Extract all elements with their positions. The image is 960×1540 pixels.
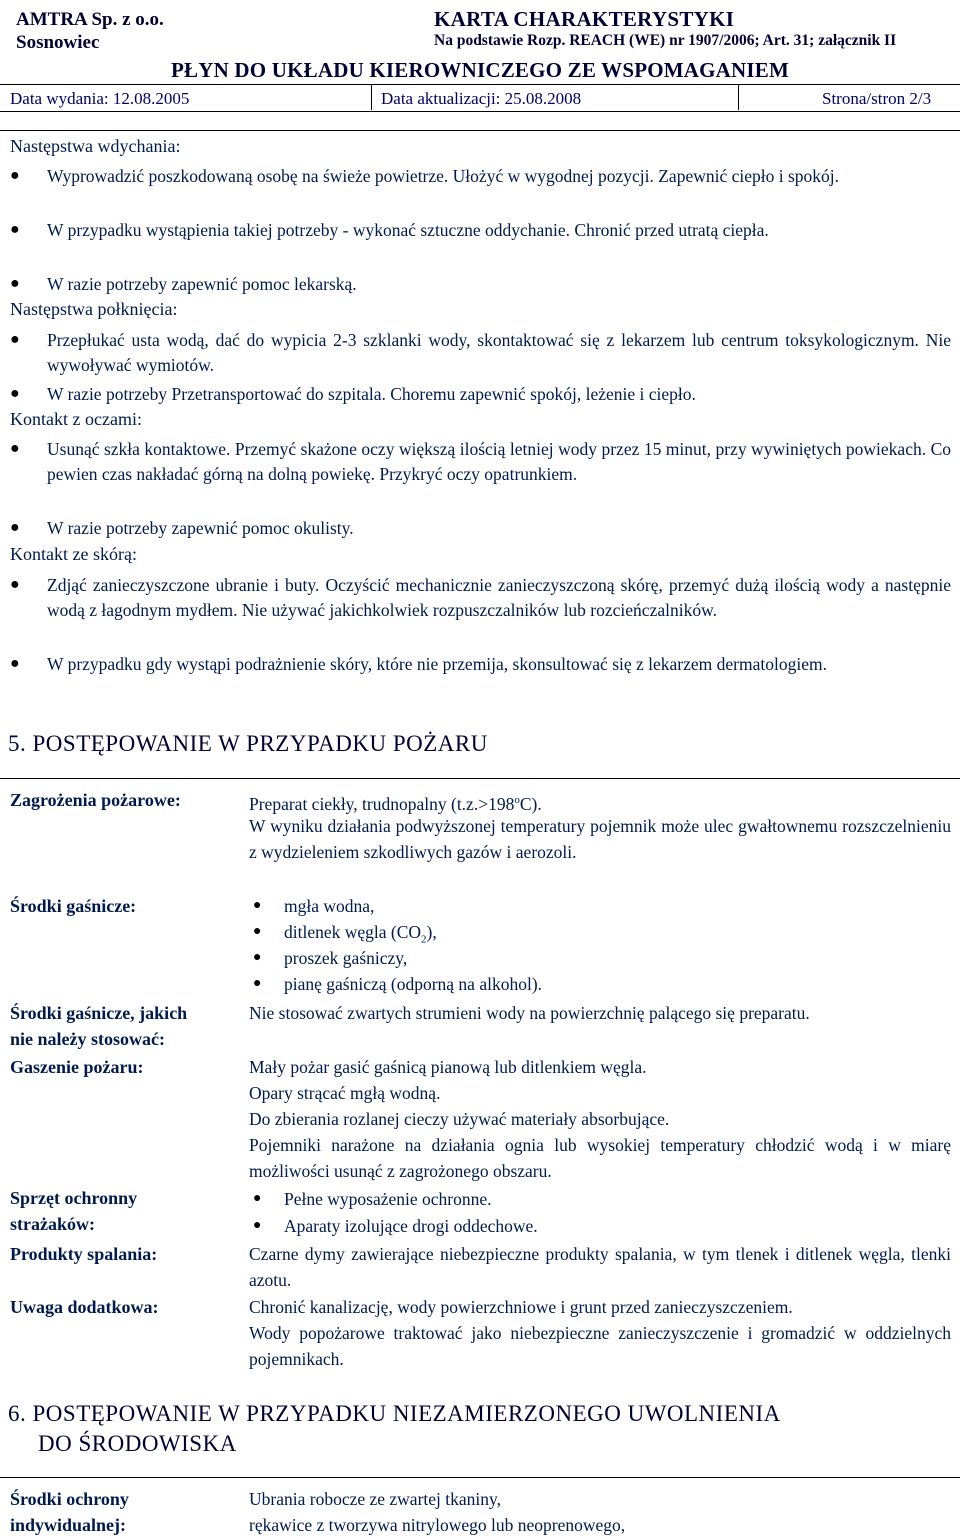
document-title: KARTA CHARAKTERYSTYKI [434, 7, 735, 31]
combustion-label: Produkty spalania: [10, 1244, 158, 1264]
extinguishing-item: pianę gaśniczą (odporną na alkohol). [284, 974, 543, 994]
bullet: ● [10, 331, 20, 348]
product-name: PŁYN DO UKŁADU KIEROWNICZEGO ZE WSPOMAGANIEM [170, 58, 790, 82]
ppe-value: Ubrania robocze ze zwartej tkaniny, [249, 1489, 501, 1509]
skin-contact-heading: Kontakt ze skórą: [10, 544, 137, 564]
bullet: ● [10, 519, 20, 536]
section-border [0, 1477, 960, 1478]
combustion-value: Czarne dymy zawierające niebezpieczne produkty spalania, w tym tlenek i ditlenek węgla, tlenki azotu. [249, 1244, 951, 1290]
unsuitable-label-1: Środki gaśnicze, jakich [10, 1003, 188, 1023]
company-name: AMTRA Sp. z o.o. [16, 9, 164, 30]
co2-end: ), [426, 922, 437, 942]
bullet: ● [10, 275, 20, 292]
firefighting-value: Pojemniki narażone na działania ognia lub wysokiej temperatury chłodzić wodą i w miarę możliwości usunąć z zagrożonego obszaru. [249, 1135, 951, 1181]
unsuitable-value: Nie stosować zwartych strumieni wody na powierzchnię palącego się preparatu. [249, 1003, 810, 1023]
bullet: ● [10, 440, 20, 457]
list-item: Przepłukać usta wodą, dać do wypicia 2-3 szklanki wody, skontaktować się z lekarzem lub centrum toksykologicznym. Nie wywoływać wymiotów. [47, 330, 951, 375]
section-6-title-cont: DO ŚRODOWISKA [38, 1431, 237, 1456]
co2-sub: 2 [421, 933, 427, 946]
fire-hazards-unit: C). [519, 793, 542, 814]
list-item: Usunąć szkła kontaktowe. Przemyć skażone oczy większą ilością letniej wody przez 15 minut, przy wywiniętych powiekach. Co pewien czas nakładać górną na dolną powiekę. Przykryć oczy opatrunkiem. [47, 439, 951, 484]
header-divider [738, 84, 739, 110]
section-border [0, 778, 960, 779]
header-left [16, 8, 164, 54]
bullet: ● [253, 950, 262, 965]
page-number: Strona/stron 2/3 [822, 89, 932, 108]
list-item: W razie potrzeby zapewnić pomoc okulisty. [47, 518, 354, 538]
section-6-title: 6. POSTĘPOWANIE W PRZYPADKU NIEZAMIERZONEGO UWOLNIENIA [8, 1401, 781, 1426]
bullet: ● [10, 655, 20, 672]
list-item: W przypadku wystąpienia takiej potrzeby - wykonać sztuczne oddychanie. Chronić przed utratą ciepła. [47, 220, 769, 240]
equipment-item: Aparaty izolujące drogi oddechowe. [284, 1216, 538, 1236]
header-dates-row [0, 84, 960, 112]
equipment-label-2: strażaków: [10, 1214, 95, 1234]
header-right [434, 8, 896, 52]
bullet: ● [10, 385, 20, 402]
regulation-reference: Na podstawie Rozp. REACH (WE) nr 1907/2006; Art. 31; załącznik II [434, 32, 897, 49]
notes-value: Wody popożarowe traktować jako niebezpieczne zanieczyszczenie i gromadzić w oddzielnych pojemnikach. [249, 1323, 951, 1369]
eye-contact-heading: Kontakt z oczami: [10, 409, 142, 429]
firefighting-label: Gaszenie pożaru: [10, 1057, 144, 1077]
firefighting-value: Opary strącać mgłą wodną. [249, 1083, 441, 1103]
ppe-label-1: Środki ochrony [10, 1489, 129, 1509]
list-item: Wyprowadzić poszkodowaną osobę na świeże powietrze. Ułożyć w wygodnej pozycji. Zapewnić ciepło i spokój. [47, 166, 840, 186]
co2-text: ditlenek węgla (CO [284, 922, 422, 942]
fire-hazards-value-2: W wyniku działania podwyższonej temperatury pojemnik może ulec gwałtownemu rozszczelnieniu z wydzieleniem szkodliwych gazów i aerozoli. [249, 816, 951, 862]
bullet: ● [253, 898, 262, 913]
bullet: ● [253, 976, 262, 991]
fire-hazards-text: Preparat ciekły, trudnopalny (t.z.>198 [249, 793, 515, 814]
bullet: ● [253, 1191, 262, 1206]
section-5-title: 5. POSTĘPOWANIE W PRZYPADKU POŻARU [8, 731, 488, 756]
notes-label: Uwaga dodatkowa: [10, 1297, 159, 1317]
inhalation-heading: Następstwa wdychania: [10, 136, 181, 156]
ppe-label-2: indywidualnej: [10, 1515, 127, 1535]
ingestion-heading: Następstwa połknięcia: [10, 299, 178, 319]
update-date: Data aktualizacji: 25.08.2008 [381, 89, 582, 108]
company-city: Sosnowiec [16, 32, 100, 53]
extinguishing-item: mgła wodna, [284, 896, 375, 916]
list-item: Zdjąć zanieczyszczone ubranie i buty. Oczyścić mechanicznie zanieczyszczoną skórę, przemyć dużą ilością wody a następnie wodą z łagodnym mydłem. Nie używać jakichkolwiek rozpuszczalników lub rozcieńczalników. [47, 575, 951, 620]
firefighting-value: Do zbierania rozlanej cieczy używać materiały absorbujące. [249, 1109, 670, 1129]
section-border [0, 130, 960, 131]
bullet: ● [10, 167, 20, 184]
issue-date: Data wydania: 12.08.2005 [10, 89, 190, 108]
extinguishing-item: proszek gaśniczy, [284, 948, 408, 968]
ppe-value: rękawice z tworzywa nitrylowego lub neoprenowego, [249, 1515, 626, 1535]
bullet: ● [253, 924, 262, 939]
bullet: ● [253, 1218, 262, 1233]
degree-sup: o [514, 794, 520, 806]
equipment-label-1: Sprzęt ochronny [10, 1188, 138, 1208]
notes-value: Chronić kanalizację, wody powierzchniowe i grunt przed zanieczyszczeniem. [249, 1297, 793, 1317]
fire-hazards-label: Zagrożenia pożarowe: [10, 790, 181, 810]
extinguishing-label: Środki gaśnicze: [10, 896, 137, 916]
bullet: ● [10, 221, 20, 238]
list-item: W razie potrzeby Przetransportować do szpitala. Choremu zapewnić spokój, leżenie i ciepło. [47, 384, 696, 404]
firefighting-value: Mały pożar gasić gaśnicą pianową lub ditlenkiem węgla. [249, 1057, 647, 1077]
list-item: W przypadku gdy wystąpi podrażnienie skóry, które nie przemija, skonsultować się z lekarzem dermatologiem. [47, 654, 827, 674]
list-item: W razie potrzeby zapewnić pomoc lekarską. [47, 274, 357, 294]
unsuitable-label-2: nie należy stosować: [10, 1029, 165, 1049]
header-divider [371, 84, 372, 110]
equipment-item: Pełne wyposażenie ochronne. [284, 1189, 492, 1209]
bullet: ● [10, 576, 20, 593]
